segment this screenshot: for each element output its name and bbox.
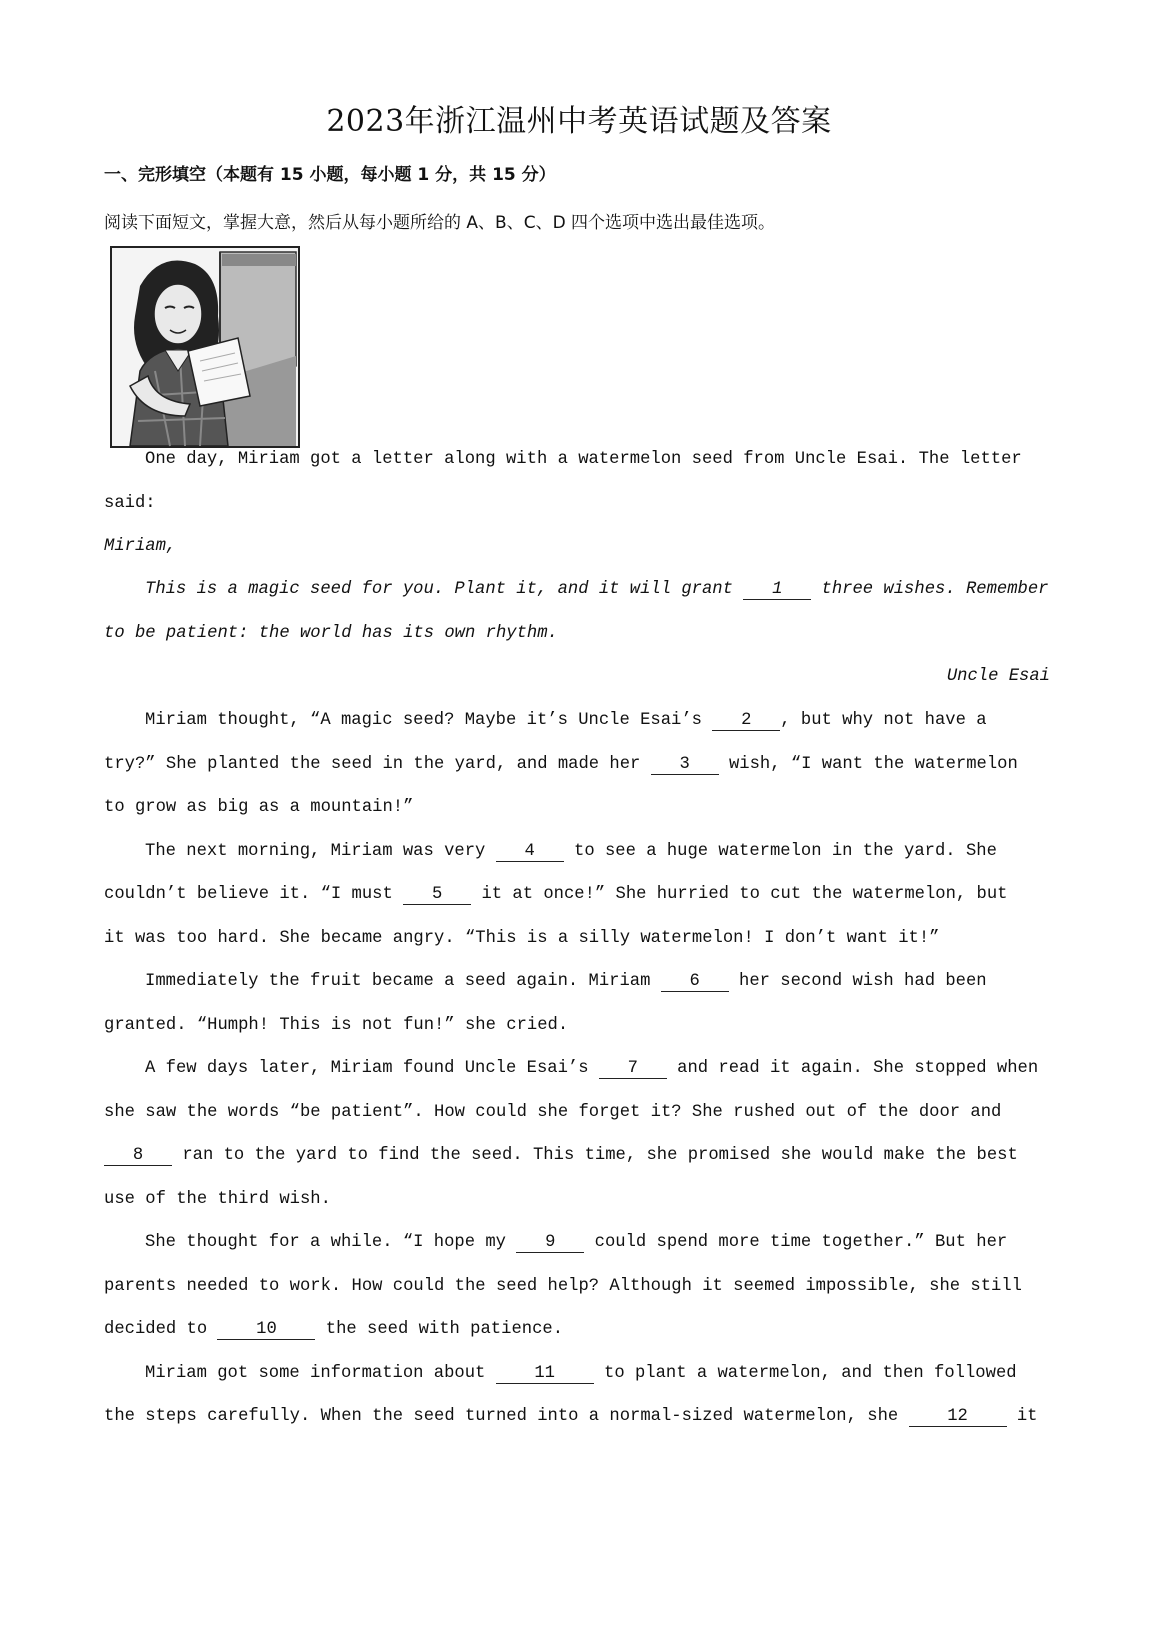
text-line: use of the third wish. [104,1190,331,1209]
blank-11[interactable]: 11 [496,1365,594,1384]
letter-signature: Uncle Esai [946,667,1050,686]
blank-10[interactable]: 10 [217,1321,315,1340]
text-line: said: [104,494,156,513]
letter-salutation: Miriam, [104,537,177,556]
text-line: try?” She planted the seed in the yard, and made her 3 wish, “I want the watermelon [104,755,1018,774]
blank-9[interactable]: 9 [516,1234,584,1253]
blank-8[interactable]: 8 [104,1147,172,1166]
text-line: the steps carefully. When the seed turned into a normal-sized watermelon, she 12 it [104,1407,1038,1426]
text-line: A few days later, Miriam found Uncle Esai’s 7 and read it again. She stopped when [145,1059,1039,1078]
blank-5[interactable]: 5 [403,886,471,905]
text-line: The next morning, Miriam was very 4 to see a huge watermelon in the yard. She [145,842,997,861]
text-line: couldn’t believe it. “I must 5 it at once!” She hurried to cut the watermelon, but [104,885,1008,904]
text-line: decided to 10 the seed with patience. [104,1320,564,1339]
text-line: This is a magic seed for you. Plant it, and it will grant 1 three wishes. Remember [145,580,1049,599]
text-line: it was too hard. She became angry. “This is a silly watermelon! I don’t want it!” [104,929,940,948]
girl-with-letter-illustration [110,246,300,448]
text-line: she saw the words “be patient”. How could she forget it? She rushed out of the door and [104,1103,1002,1122]
text-line: to grow as big as a mountain!” [104,798,414,817]
page-title: 2023年浙江温州中考英语试题及答案 [326,104,832,139]
text-line: Immediately the fruit became a seed again. Miriam 6 her second wish had been [145,972,987,991]
text-line: 8 ran to the yard to find the seed. This time, she promised she would make the best [104,1146,1018,1166]
blank-2[interactable]: 2 [712,712,780,731]
text-line: to be patient: the world has its own rhythm. [104,624,558,643]
text-line: Miriam got some information about 11 to plant a watermelon, and then followed [145,1364,1017,1383]
blank-3[interactable]: 3 [651,756,719,775]
blank-4[interactable]: 4 [496,843,564,862]
text-line: granted. “Humph! This is not fun!” she cried. [104,1016,569,1035]
blank-6[interactable]: 6 [661,973,729,992]
blank-12[interactable]: 12 [909,1408,1007,1427]
text-line: She thought for a while. “I hope my 9 could spend more time together.” But her [145,1233,1008,1252]
text-line: Miriam thought, “A magic seed? Maybe it’s Uncle Esai’s 2 , but why not have a [145,711,987,730]
text-line: One day, Miriam got a letter along with a watermelon seed from Uncle Esai. The letter [145,450,1022,469]
instructions: 阅读下面短文，掌握大意，然后从每小题所给的 A、B、C、D 四个选项中选出最佳选项。 [104,213,776,233]
section-heading: 一、完形填空（本题有 15 小题，每小题 1 分，共 15 分） [104,165,556,185]
blank-7[interactable]: 7 [599,1060,667,1079]
blank-1[interactable]: 1 [743,581,811,600]
text-line: parents needed to work. How could the seed help? Although it seemed impossible, she still [104,1277,1022,1296]
